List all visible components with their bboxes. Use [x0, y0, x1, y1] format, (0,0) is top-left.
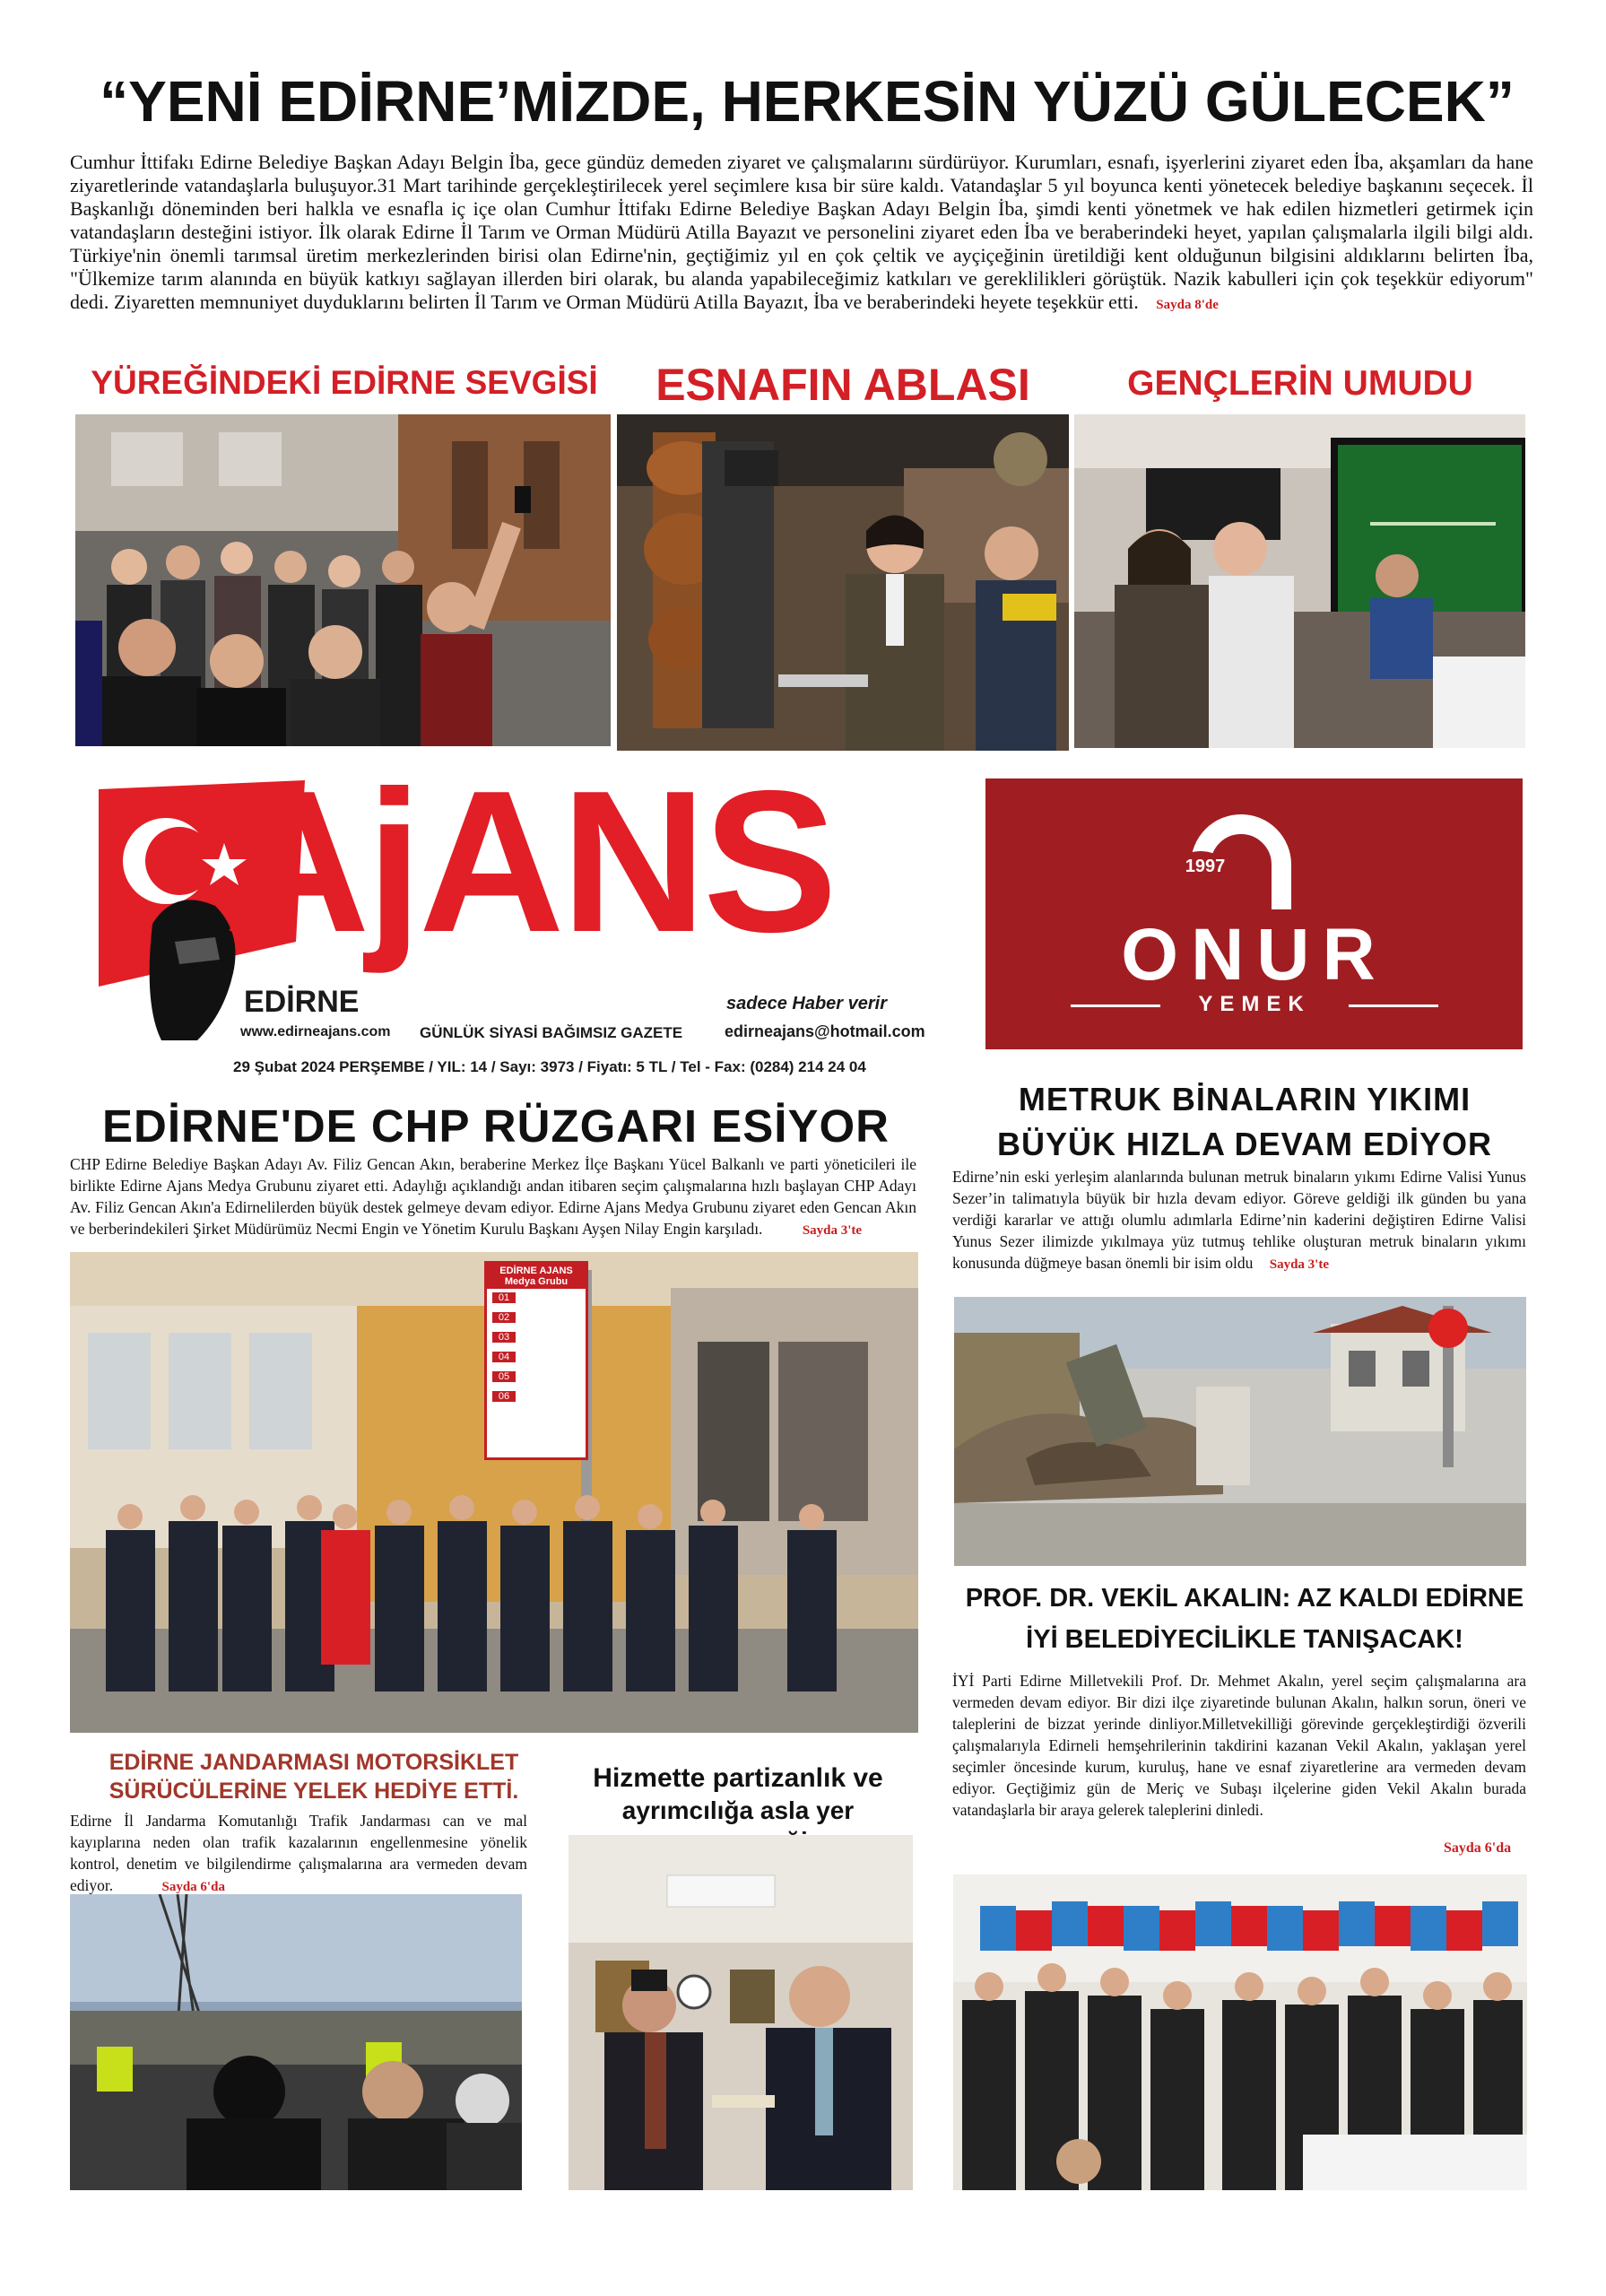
ajans-sign-title: EDİRNE AJANS Medya Grubu	[487, 1264, 586, 1289]
metruk-story-ref[interactable]: Sayda 3'te	[1269, 1257, 1330, 1272]
photo-doner-shop	[617, 414, 1069, 751]
chp-headline: EDİRNE'DE CHP RÜZGARI ESİYOR	[102, 1100, 890, 1152]
hizmet-headline-2: ayrımcılığa asla yer	[621, 1796, 855, 1824]
photo-jandarma	[70, 1894, 522, 2190]
akalin-headline-1: PROF. DR. VEKİL AKALIN: AZ KALDI EDİRNE	[965, 1584, 1524, 1613]
jandarma-headline-1: EDİRNE JANDARMASI MOTORSİKLET	[109, 1750, 519, 1775]
top-headline: “YENİ EDİRNE’MİZDE, HERKESİN YÜZÜ GÜLECEK”	[100, 69, 1515, 134]
ajans-sign	[484, 1261, 588, 1460]
masthead-city: EDİRNE	[244, 985, 360, 1019]
chp-story-ref[interactable]: Sayda 3'te	[802, 1223, 863, 1238]
jandarma-story-ref[interactable]: Sayda 6'da	[161, 1880, 225, 1894]
masthead	[81, 748, 933, 1085]
photo-iyi-party-meeting	[953, 1874, 1527, 2190]
photo-hizmet-visit	[569, 1835, 913, 2190]
photo-header-left: YÜREĞİNDEKİ EDİRNE SEVGİSİ	[91, 364, 598, 401]
ad-rule-left	[1071, 1004, 1160, 1007]
metruk-story-body	[952, 1166, 1526, 1275]
ajans-sign-item-5: 05	[492, 1371, 516, 1382]
photo-young-people-gaming	[1074, 414, 1525, 748]
ajans-sign-item-1: 01	[492, 1292, 516, 1303]
akalin-story-text: İYİ Parti Edirne Milletvekili Prof. Dr. Mehmet Akalın, yerel seçim çalışmalarına ara vermeden devam ediyor. Bir dizi ilçe ziyaretinde bulunan Akalın, halkın sorun, öneri ve taleplerini de bizzat yerinde dinliyor.Milletvekilliği görevinde gerçekleştirdiği özverili çalışmalarıyla Edirneli hemşehrilerinin takdirini kazanan Vekil Akalın, yaklaşan yerel seçimler öncesinde kurum, kuruluş, hane ve esnaf ziyaretlerine ara vermeden devam ediyor. Geçtiğimiz gün de Meriç ve Subaşı ilçelerine giden Vekil Akalın burada vatandaşlarla bir araya gelerek taleplerini dinledi.	[952, 1672, 1526, 1819]
top-story-body	[70, 151, 1533, 317]
masthead-logo-text: AjANS	[224, 748, 835, 974]
ajans-sign-item-3: 03	[492, 1332, 516, 1343]
photo-header-middle: ESNAFIN ABLASI	[655, 360, 1030, 410]
masthead-motto: sadece Haber verir	[726, 994, 888, 1013]
metruk-story-text: Edirne’nin eski yerleşim alanlarında bulunan metruk binaların yıkımı Edirne Valisi Yunus Sezer’in talimatıyla büyük bir hızla devam ediyor. Göreve geldiği ilk günden bu yana verdiği kararlar ve attığı olumlu adımlarla Edirne’nin kaderini değiştiren Edirne Valisi Yunus Sezer ilimizde yıkılmaya yüz tutmuş tehlike oluşturan metruk binaların yıkımı konusunda düğmeye basan önemli bir isim oldu	[952, 1168, 1526, 1272]
jandarma-story-body	[70, 1810, 527, 1898]
top-story-text: Cumhur İttifakı Edirne Belediye Başkan Adayı Belgin İba, gece gündüz demeden ziyaret ve çalışmalarını sürdürüyor. Kurumları, esnafı, işyerlerini ziyaret eden İba, akşamları da hane ziyaretlerinde vatandaşlarla buluşuyor.31 Mart tarihinde gerçekleştirilecek yerel seçimlere kısa bir süre kaldı. Vatandaşlar 5 yıl boyunca kenti yönetecek belediye başkanını seçecek. İl Başkanlığı döneminden beri halkla ve esnafla iç içe olan Cumhur İttifakı Edirne Belediye Başkan Adayı Belgin İba, şimdi kenti yönetmek ve hak edilen hizmetleri getirmek için vatandaşların desteğini istiyor. İlk olarak Edirne İl Tarım ve Orman Müdürü Atilla Bayazıt ve personelini ziyaret eden İba ve beraberindeki heyet, yapılan çalışmalarla ilgili bilgi aldı. Türkiye'nin önemli tarımsal üretim merkezlerinden birisi olan Edirne'nin, geçtiğimiz yıl en çok çeltik ve ayçiçeğinin üretildiği kent olduğunun bilgisini aldıklarını belirten İba, "Ülkemize tarım alanında en büyük katkıyı sağlayan illerden biri olarak, bu alanda yapabileceğimiz katkıları ve gereklilikleri görüştük. Nazik kabulleri için çok teşekkür ediyorum" dedi. Ziyaretten memnuniyet duyduklarını belirten İl Tarım ve Orman Müdürü Atilla Bayazıt, İba ve beraberindeki heyete teşekkür etti.	[70, 151, 1533, 313]
photo-crowd-selfie	[75, 414, 611, 746]
ad-year: 1997	[1185, 857, 1226, 876]
jandarma-story-text: Edirne İl Jandarma Komutanlığı Trafik Jandarması can ve mal kayıplarına neden olan trafik kazalarının engellenmesine yönelik kontrol, denetim ve bilgilendirme çalışmalarına ara vermeden devam ediyor.	[70, 1812, 527, 1894]
chp-story-text: CHP Edirne Belediye Başkan Adayı Av. Filiz Gencan Akın, beraberine Merkez İlçe Başkanı Yücel Balkanlı ve parti yöneticileri ile birlikte Edirne Ajans Medya Grubunu ziyaret etti. Adaylığı açıklandığı andan itibaren seçim çalışmalarına hızlı başlayan CHP Adayı Av. Filiz Gencan Akın'a Edirnelilerden büyük destek gelmeye devam ediyor. Edirne Ajans Medya Grubunu ziyaret eden Gencan Akın ve berberindekileri Şirket Müdürümüz Necmi Engin ve Yönetim Kurulu Başkanı Ayşen Nilay Engin karşıladı.	[70, 1155, 916, 1238]
masthead-tagline: GÜNLÜK SİYASİ BAĞIMSIZ GAZETE	[420, 1024, 683, 1041]
masthead-issue-line: 29 Şubat 2024 PERŞEMBE / YIL: 14 / Sayı: 3973 / Fiyatı: 5 TL / Tel - Fax: (0284) 214 24 04	[233, 1058, 866, 1075]
photo-demolition	[954, 1297, 1526, 1566]
metruk-headline-2: BÜYÜK HIZLA DEVAM EDİYOR	[996, 1126, 1492, 1162]
ad-rule-right	[1349, 1004, 1438, 1007]
metruk-headline-1: METRUK BİNALARIN YIKIMI	[1018, 1081, 1471, 1118]
akalin-headline-2: İYİ BELEDİYECİLİKLE TANIŞACAK!	[1026, 1625, 1463, 1654]
akalin-story-ref[interactable]: Sayda 6'da	[1444, 1840, 1512, 1856]
jandarma-headline-2: SÜRÜCÜLERİNE YELEK HEDİYE ETTİ.	[109, 1779, 519, 1804]
photo-chp-visit	[70, 1252, 918, 1733]
onur-yemek-ad[interactable]	[985, 778, 1523, 1049]
ajans-sign-item-6: 06	[492, 1391, 516, 1402]
ajans-sign-item-2: 02	[492, 1312, 516, 1323]
hizmet-headline-1: Hizmette partizanlık ve	[593, 1763, 883, 1793]
chp-story-body	[70, 1153, 916, 1241]
masthead-website[interactable]: www.edirneajans.com	[240, 1024, 391, 1039]
ad-sub: YEMEK	[1198, 992, 1311, 1016]
photo-header-right: GENÇLERİN UMUDU	[1127, 364, 1473, 403]
top-story-ref[interactable]: Sayda 8'de	[1156, 298, 1219, 312]
masthead-email[interactable]: edirneajans@hotmail.com	[725, 1022, 925, 1040]
ajans-sign-item-4: 04	[492, 1352, 516, 1362]
ad-brand: ONUR	[1121, 914, 1388, 996]
akalin-story-body	[952, 1670, 1526, 1821]
